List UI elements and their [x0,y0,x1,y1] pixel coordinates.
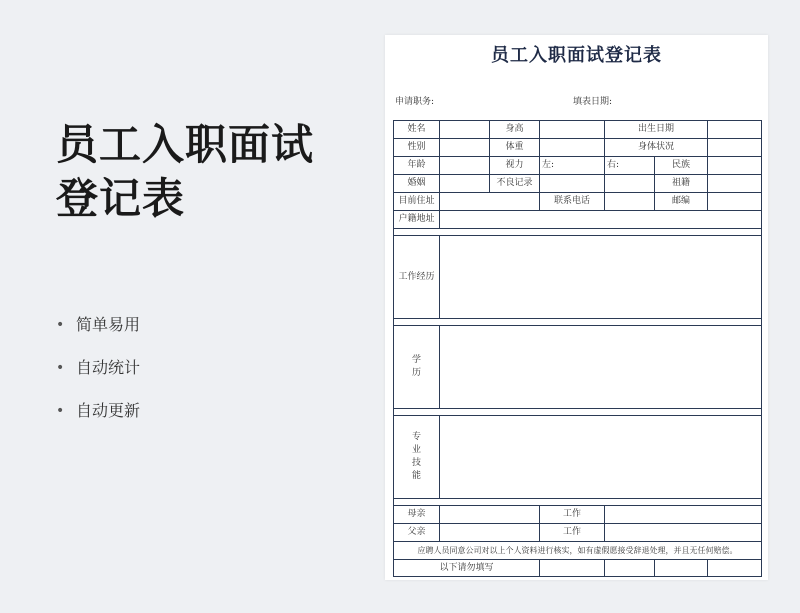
office-cell [540,560,605,577]
skills-cell[interactable] [440,416,762,499]
gender-label: 性别 [394,139,440,157]
ethnicity-cell[interactable] [708,157,762,175]
feature-label: 自动更新 [76,401,141,420]
declaration-text: 应聘人员同意公司对以上个人资料进行核实，如有虚假愿接受辞退处理，并且无任何赔偿。 [394,542,762,560]
fill-date-label: 填表日期: [573,97,613,107]
table-row [394,542,762,560]
age-label: 年龄 [394,157,440,175]
bullet-icon: • [56,360,65,376]
birth-date-label: 出生日期 [605,121,708,139]
vision-right-label: 右: [605,157,655,175]
spacer-cell [394,499,762,506]
feature-item [56,312,140,355]
table-row [394,326,762,409]
feature-list [56,312,140,441]
spacer-cell [394,319,762,326]
native-place-cell[interactable] [708,175,762,193]
contact-phone-cell[interactable] [605,193,655,211]
table-row [394,229,762,236]
household-address-cell[interactable] [440,211,762,229]
office-cell [708,560,762,577]
spacer-cell [394,409,762,416]
spacer-cell [394,229,762,236]
father-cell[interactable] [440,524,540,542]
birth-date-cell[interactable] [708,121,762,139]
mother-work-label: 工作 [540,506,605,524]
name-cell[interactable] [440,121,490,139]
form-preview-sheet [385,35,768,580]
ethnicity-label: 民族 [655,157,708,175]
table-row [394,506,762,524]
bad-record-label: 不良记录 [490,175,540,193]
education-label: 学 历 [394,326,440,409]
vision-label: 视力 [490,157,540,175]
bullet-icon: • [56,403,65,419]
table-row [394,524,762,542]
household-address-label: 户籍地址 [394,211,440,229]
native-place-label: 祖籍 [655,175,708,193]
table-row [394,157,762,175]
table-row [394,560,762,577]
table-row [394,416,762,499]
table-row [394,139,762,157]
mother-cell[interactable] [440,506,540,524]
table-row [394,236,762,319]
postcode-label: 邮编 [655,193,708,211]
mother-work-cell[interactable] [605,506,762,524]
table-row [394,193,762,211]
table-row [394,499,762,506]
feature-item [56,398,140,441]
office-only-label: 以下请勿填写 [394,560,540,577]
table-row [394,175,762,193]
contact-phone-label: 联系电话 [540,193,605,211]
weight-label: 体重 [490,139,540,157]
apply-position-label: 申请职务: [395,97,435,107]
name-label: 姓名 [394,121,440,139]
feature-item [56,355,140,398]
gender-cell[interactable] [440,139,490,157]
mother-label: 母亲 [394,506,440,524]
registration-table [393,120,762,577]
bad-record-cell[interactable] [540,175,605,193]
office-cell [605,560,655,577]
feature-label: 简单易用 [76,315,141,334]
work-history-label: 工作经历 [394,236,440,319]
marriage-label: 婚姻 [394,175,440,193]
age-cell[interactable] [440,157,490,175]
feature-label: 自动统计 [76,358,141,377]
father-label: 父亲 [394,524,440,542]
office-cell [655,560,708,577]
health-label: 身体状况 [605,139,708,157]
work-history-cell[interactable] [440,236,762,319]
bullet-icon: • [56,317,65,333]
current-address-label: 目前住址 [394,193,440,211]
current-address-cell[interactable] [440,193,540,211]
bad-record-cell-2[interactable] [605,175,655,193]
form-title: 员工入职面试登记表 [491,45,662,66]
marriage-cell[interactable] [440,175,490,193]
postcode-cell[interactable] [708,193,762,211]
height-label: 身高 [490,121,540,139]
father-work-cell[interactable] [605,524,762,542]
skills-label: 专 业 技 能 [394,416,440,499]
table-row [394,319,762,326]
weight-cell[interactable] [540,139,605,157]
vision-left-label: 左: [540,157,605,175]
education-cell[interactable] [440,326,762,409]
table-row [394,211,762,229]
father-work-label: 工作 [540,524,605,542]
promo-title: 员工入职面试登记表 [56,120,315,223]
height-cell[interactable] [540,121,605,139]
table-row [394,409,762,416]
table-row [394,121,762,139]
health-cell[interactable] [708,139,762,157]
